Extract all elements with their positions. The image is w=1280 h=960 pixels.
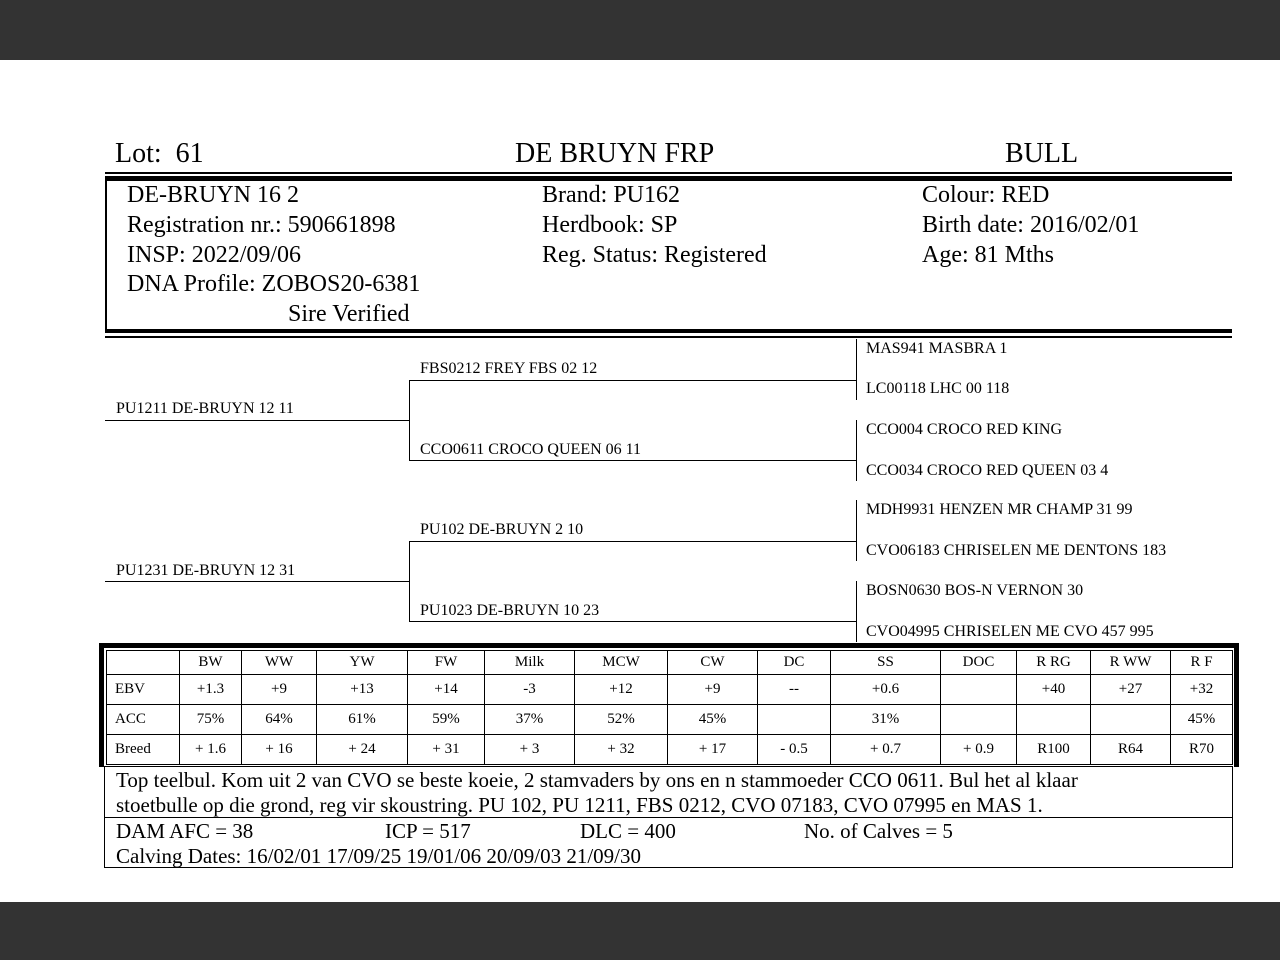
acc-cell: 31% xyxy=(831,705,941,735)
acc-cell xyxy=(758,705,831,735)
pedigree-line xyxy=(856,581,857,642)
lot-number: 61 xyxy=(175,138,204,169)
ebv-header-cell: BW xyxy=(180,651,242,675)
comment-line-2: stoetbulle op die grond, reg vir skoustring. PU 102, PU 1211, FBS 0212, CVO 07183, CVO 07995 en MAS 1. xyxy=(116,793,1043,817)
birth-date: Birth date: 2016/02/01 xyxy=(922,212,1140,238)
pedigree-line xyxy=(105,420,409,421)
ebv-cell: +12 xyxy=(575,675,668,705)
ebv-header-cell: R RG xyxy=(1017,651,1091,675)
ebv-table xyxy=(106,650,1233,765)
dna-profile: DNA Profile: ZOBOS20-6381 xyxy=(127,271,421,297)
ebv-border-right xyxy=(1234,643,1239,767)
sex-label: BULL xyxy=(1005,138,1079,169)
pedigree-ggp: CVO06183 CHRISELEN ME DENTONS 183 xyxy=(866,542,1167,559)
acc-cell: 59% xyxy=(408,705,485,735)
ebv-cell: +9 xyxy=(242,675,317,705)
pedigree-dam-dam: PU1023 DE-BRUYN 10 23 xyxy=(420,602,600,619)
brand: Brand: PU162 xyxy=(542,182,680,208)
ebv-header-cell: Milk xyxy=(485,651,575,675)
sire-verified: Sire Verified xyxy=(288,301,410,327)
lot-label: Lot: 61 xyxy=(115,138,204,169)
pedigree-ggp: BOSN0630 BOS-N VERNON 30 xyxy=(866,582,1084,599)
pedigree-dam: PU1231 DE-BRUYN 12 31 xyxy=(116,562,296,579)
ebv-row xyxy=(107,675,1233,705)
acc-cell xyxy=(941,705,1017,735)
ebv-header-cell: WW xyxy=(242,651,317,675)
colour: Colour: RED xyxy=(922,182,1050,208)
ebv-header-cell: YW xyxy=(317,651,408,675)
pedigree-ggp: CVO04995 CHRISELEN ME CVO 457 995 xyxy=(866,623,1154,640)
pedigree-line xyxy=(856,339,857,400)
ebv-row-label: EBV xyxy=(107,675,180,705)
breed-cell: + 3 xyxy=(485,735,575,765)
ebv-cell: +32 xyxy=(1171,675,1233,705)
breed-cell: - 0.5 xyxy=(758,735,831,765)
ebv-border-top xyxy=(99,643,1239,648)
dam-dlc: DLC = 400 xyxy=(580,819,676,843)
pedigree-ggp: CCO004 CROCO RED KING xyxy=(866,421,1063,438)
ebv-header-cell: DC xyxy=(758,651,831,675)
acc-cell: 61% xyxy=(317,705,408,735)
bottom-dark-band xyxy=(0,902,1280,960)
ebv-cell: +14 xyxy=(408,675,485,705)
header-rule-thin xyxy=(105,172,1232,174)
herdbook: Herdbook: SP xyxy=(542,212,678,238)
pedigree-ggp: MAS941 MASBRA 1 xyxy=(866,340,1008,357)
ebv-cell: +9 xyxy=(668,675,758,705)
comment-line-1: Top teelbul. Kom uit 2 van CVO se beste koeie, 2 stamvaders by ons en n stammoeder CCO 0611. Bul het al klaar xyxy=(116,768,1078,792)
breed-row-label: Breed xyxy=(107,735,180,765)
registration-number: Registration nr.: 590661898 xyxy=(127,212,396,238)
breed-cell: + 0.9 xyxy=(941,735,1017,765)
breed-cell: + 31 xyxy=(408,735,485,765)
info-rule-thick xyxy=(105,329,1232,333)
breed-cell: + 24 xyxy=(317,735,408,765)
pedigree-dam-sire: PU102 DE-BRUYN 2 10 xyxy=(420,521,584,538)
ebv-cell: +0.6 xyxy=(831,675,941,705)
reg-status: Reg. Status: Registered xyxy=(542,242,767,268)
pedigree-ggp: MDH9931 HENZEN MR CHAMP 31 99 xyxy=(866,501,1133,518)
ebv-cell: -- xyxy=(758,675,831,705)
ebv-header-cell: SS xyxy=(831,651,941,675)
pedigree-line xyxy=(409,621,856,622)
pedigree-sire-dam: CCO0611 CROCO QUEEN 06 11 xyxy=(420,441,642,458)
pedigree-line xyxy=(409,380,410,461)
age: Age: 81 Mths xyxy=(922,242,1054,268)
acc-cell: 64% xyxy=(242,705,317,735)
ebv-cell: +27 xyxy=(1091,675,1171,705)
ebv-cell xyxy=(941,675,1017,705)
acc-cell: 45% xyxy=(668,705,758,735)
pedigree-line xyxy=(105,581,409,582)
breeder-name: DE BRUYN FRP xyxy=(515,138,715,169)
animal-name: DE-BRUYN 16 2 xyxy=(127,182,299,208)
ebv-header-cell: R F xyxy=(1171,651,1233,675)
header-rule-thick xyxy=(105,176,1232,181)
acc-cell xyxy=(1017,705,1091,735)
pedigree-line xyxy=(409,541,410,622)
ebv-border-left xyxy=(99,643,104,767)
pedigree-line xyxy=(409,380,856,381)
acc-row xyxy=(107,705,1233,735)
ebv-cell: +40 xyxy=(1017,675,1091,705)
ebv-header-cell: FW xyxy=(408,651,485,675)
breed-cell: R70 xyxy=(1171,735,1233,765)
info-rule-thin xyxy=(105,336,1232,338)
dam-icp: ICP = 517 xyxy=(385,819,471,843)
ebv-header-row xyxy=(107,651,1233,675)
acc-row-label: ACC xyxy=(107,705,180,735)
pedigree-line xyxy=(409,541,856,542)
ebv-header-cell xyxy=(107,651,180,675)
pedigree-line xyxy=(856,500,857,561)
dam-calves: No. of Calves = 5 xyxy=(804,819,953,843)
ebv-header-cell: CW xyxy=(668,651,758,675)
info-box-left-border xyxy=(105,181,107,332)
pedigree-sire: PU1211 DE-BRUYN 12 11 xyxy=(116,400,294,417)
pedigree-line xyxy=(856,420,857,481)
ebv-cell: +1.3 xyxy=(180,675,242,705)
acc-cell: 45% xyxy=(1171,705,1233,735)
ebv-header-cell: MCW xyxy=(575,651,668,675)
breed-row xyxy=(107,735,1233,765)
inspection-date: INSP: 2022/09/06 xyxy=(127,242,302,268)
dam-afc: DAM AFC = 38 xyxy=(116,819,254,843)
ebv-cell: -3 xyxy=(485,675,575,705)
acc-cell xyxy=(1091,705,1171,735)
pedigree-line xyxy=(409,460,856,461)
ebv-header-cell: DOC xyxy=(941,651,1017,675)
calving-dates: Calving Dates: 16/02/01 17/09/25 19/01/06 20/09/03 21/09/30 xyxy=(116,844,641,868)
acc-cell: 75% xyxy=(180,705,242,735)
breed-cell: + 17 xyxy=(668,735,758,765)
breed-cell: + 1.6 xyxy=(180,735,242,765)
pedigree-sire-sire: FBS0212 FREY FBS 02 12 xyxy=(420,360,598,377)
breed-cell: + 0.7 xyxy=(831,735,941,765)
breed-cell: R64 xyxy=(1091,735,1171,765)
ebv-cell: +13 xyxy=(317,675,408,705)
pedigree-ggp: LC00118 LHC 00 118 xyxy=(866,380,1010,397)
breed-cell: R100 xyxy=(1017,735,1091,765)
acc-cell: 52% xyxy=(575,705,668,735)
acc-cell: 37% xyxy=(485,705,575,735)
ebv-header-cell: R WW xyxy=(1091,651,1171,675)
breed-cell: + 32 xyxy=(575,735,668,765)
breed-cell: + 16 xyxy=(242,735,317,765)
top-dark-band xyxy=(0,0,1280,60)
pedigree-ggp: CCO034 CROCO RED QUEEN 03 4 xyxy=(866,462,1109,479)
